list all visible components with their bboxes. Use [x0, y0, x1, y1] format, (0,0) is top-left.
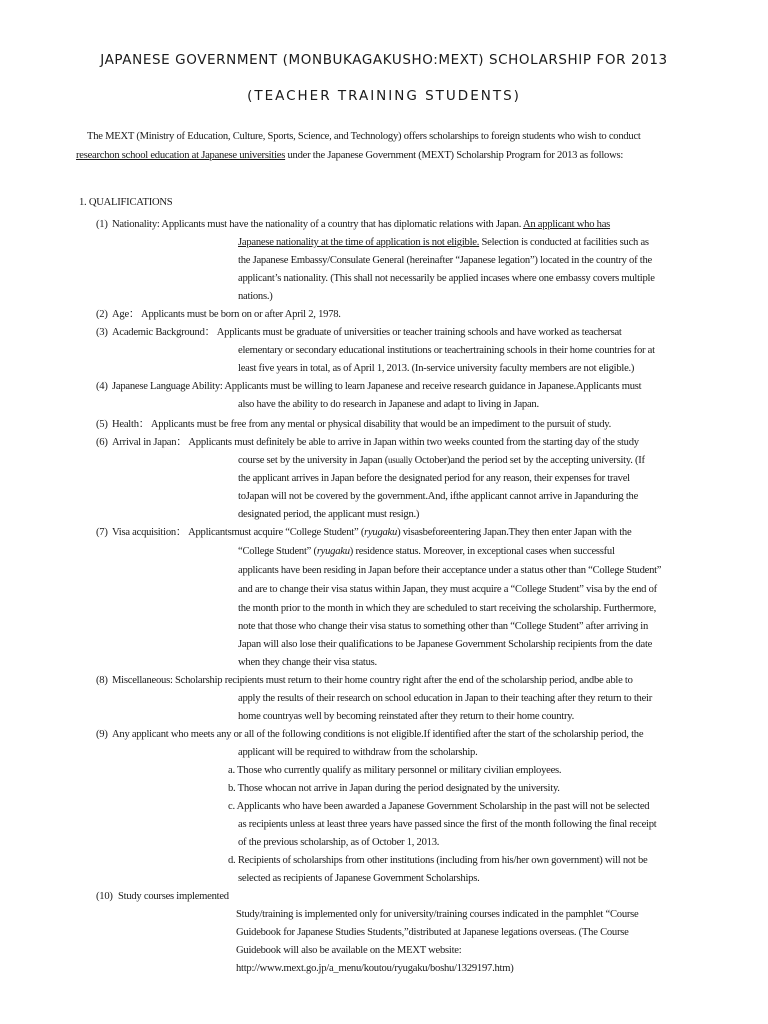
item-9-sub-c-line-1: c. Applicants who have been awarded a Japanese Government Scholarship in the past will not be selected — [228, 801, 650, 812]
item-8-line-1: Miscellaneous: Scholarship recipients must return to their home country right after the end of the scholarship period, andbe able to — [112, 675, 633, 686]
item-9-sub-c-line-3: of the previous scholarship, as of October 1, 2013. — [238, 837, 440, 848]
item-number: (6) — [96, 437, 108, 448]
item-10-line-1: Study/training is implemented only for university/training courses indicated in the pamphlet “Course — [236, 909, 639, 920]
item-6-text: course set by the university in Japan ( — [238, 455, 388, 466]
intro-line-2 — [76, 149, 623, 162]
item-8-line-2: apply the results of their research on school education in Japan to their teaching after they return to their — [238, 693, 652, 704]
item-7-text: Visa acquisition： Applicantsmust acquire “College Student” ( — [112, 527, 365, 538]
item-4-line-2: also have the ability to do research in Japanese and adapt to living in Japan. — [238, 399, 539, 410]
item-number: (2) — [96, 309, 108, 320]
item-9-sub-c-line-2: as recipients unless at least three years have passed since the first of the month following the final receipt — [238, 819, 657, 830]
intro-line-1: The MEXT (Ministry of Education, Culture, Sports, Science, and Technology) offers scholarships to foreign students who wish to conduct — [87, 131, 641, 142]
item-number: (3) — [96, 327, 108, 338]
section-heading-qualifications: 1. QUALIFICATIONS — [79, 197, 173, 208]
item-1-line-1 — [112, 218, 610, 231]
item-1-text: Nationality: Applicants must have the nationality of a country that has diplomatic relations with Japan. — [112, 219, 523, 230]
item-2-line-1: Age： Applicants must be born on or after April 2, 1978. — [112, 309, 341, 320]
item-7-line-1 — [112, 526, 631, 539]
item-1-line-5: nations.) — [238, 291, 273, 302]
item-number: (10) — [96, 891, 113, 902]
item-3-line-3: least five years in total, as of April 1, 2013. (In-service university faculty members are not eligible.) — [238, 363, 635, 374]
item-8-line-3: home countryas well by becoming reinstated after they return to their home country. — [238, 711, 574, 722]
item-7-text-b: ) visasbeforeentering Japan.They then enter Japan with the — [397, 527, 632, 538]
item-number: (1) — [96, 219, 108, 230]
item-6-line-2 — [238, 454, 645, 467]
item-7-line-2 — [238, 545, 615, 558]
item-number: (7) — [96, 527, 108, 538]
item-9-sub-a: a. Those who currently qualify as military personnel or military civilian employees. — [228, 765, 562, 776]
item-3-line-1: Academic Background： Applicants must be graduate of universities or teacher training schools and have worked as teachersat — [112, 327, 622, 338]
item-6-line-5: designated period, the applicant must resign.) — [238, 509, 420, 520]
item-number: (8) — [96, 675, 108, 686]
item-10-heading: Study courses implemented — [118, 891, 229, 902]
item-6-text-b: October)and the period set by the accepting university. (If — [412, 455, 645, 466]
item-number: (5) — [96, 419, 108, 430]
item-10-line-2: Guidebook for Japanese Studies Students,”distributed at Japanese legations overseas. (The Course — [236, 927, 629, 938]
intro-underlined-text: researchon school education at Japanese universities — [76, 150, 286, 161]
item-6-small-text: usually — [388, 455, 413, 465]
item-7-line-3: applicants have been residing in Japan before their acceptance under a status other than “College Student” — [238, 565, 662, 576]
document-subtitle: (TEACHER TRAINING STUDENTS) — [247, 88, 521, 104]
item-1-line-3: the Japanese Embassy/Consulate General (hereinafter “Japanese legation”) located in the country of the — [238, 255, 652, 266]
item-1-line-2 — [238, 236, 649, 249]
item-6-line-3: the applicant arrives in Japan before the designated period for any reason, their expenses for travel — [238, 473, 630, 484]
intro-line-2-rest: under the Japanese Government (MEXT) Scholarship Program for 2013 as follows: — [285, 150, 624, 161]
item-6-line-1: Arrival in Japan： Applicants must definitely be able to arrive in Japan within two weeks counted from the starting day of the study — [112, 437, 639, 448]
item-4-line-1: Japanese Language Ability: Applicants must be willing to learn Japanese and receive research guidance in Japanese.Applicants must — [112, 381, 642, 392]
item-1-line-4: applicant’s nationality. (This shall not necessarily be applied incases where one embassy covers multiple — [238, 273, 655, 284]
item-1-underlined-2: Japanese nationality at the time of application is not eligible. — [238, 237, 480, 248]
item-7-line-5: the month prior to the month in which they are scheduled to start receiving the scholarship. Furthermore, — [238, 603, 656, 614]
item-9-line-2: applicant will be required to withdraw from the scholarship. — [238, 747, 478, 758]
document-title: JAPANESE GOVERNMENT (MONBUKAGAKUSHO:MEXT) SCHOLARSHIP FOR 2013 — [100, 52, 668, 68]
item-9-sub-b: b. Those whocan not arrive in Japan during the period designated by the university. — [228, 783, 560, 794]
item-1-underlined: An applicant who has — [522, 219, 611, 230]
item-10-line-3: Guidebook will also be available on the MEXT website: — [236, 945, 462, 956]
item-1-text-2: Selection is conducted at facilities such as — [479, 237, 649, 248]
item-5-line-1: Health： Applicants must be free from any mental or physical disability that would be an impediment to the pursuit of study. — [112, 419, 612, 430]
item-7-text-2: “College Student” ( — [238, 546, 317, 557]
item-7-line-7: Japan will also lose their qualifications to be Japanese Government Scholarship recipients from the date — [238, 639, 653, 650]
item-7-italic: ryugaku — [364, 527, 398, 538]
item-9-line-1: Any applicant who meets any or all of the following conditions is not eligible.If identified after the start of the scholarship period, the — [112, 729, 644, 740]
item-3-line-2: elementary or secondary educational institutions or teachertraining schools in their home countries for at — [238, 345, 655, 356]
item-7-line-8: when they change their visa status. — [238, 657, 377, 668]
mext-url-link[interactable]: http://www.mext.go.jp/a_menu/koutou/ryugaku/boshu/1329197.htm) — [236, 963, 514, 974]
item-7-line-4: and are to change their visa status within Japan, they must acquire a “College Student” visa by the end of — [238, 584, 657, 595]
item-7-line-6: note that those who change their visa status to something other than “College Student” after arriving in — [238, 621, 648, 632]
item-7-italic-2: ryugaku — [316, 546, 350, 557]
item-9-sub-d-line-2: selected as recipients of Japanese Government Scholarships. — [238, 873, 480, 884]
item-number: (9) — [96, 729, 108, 740]
item-6-line-4: toJapan will not be covered by the government.And, ifthe applicant cannot arrive in Japanduring the — [238, 491, 639, 502]
item-7-text-2b: ) residence status. Moreover, in exceptional cases when successful — [349, 546, 615, 557]
item-9-sub-d-line-1: d. Recipients of scholarships from other institutions (including from his/her own government) will not be — [228, 855, 648, 866]
item-number: (4) — [96, 381, 108, 392]
